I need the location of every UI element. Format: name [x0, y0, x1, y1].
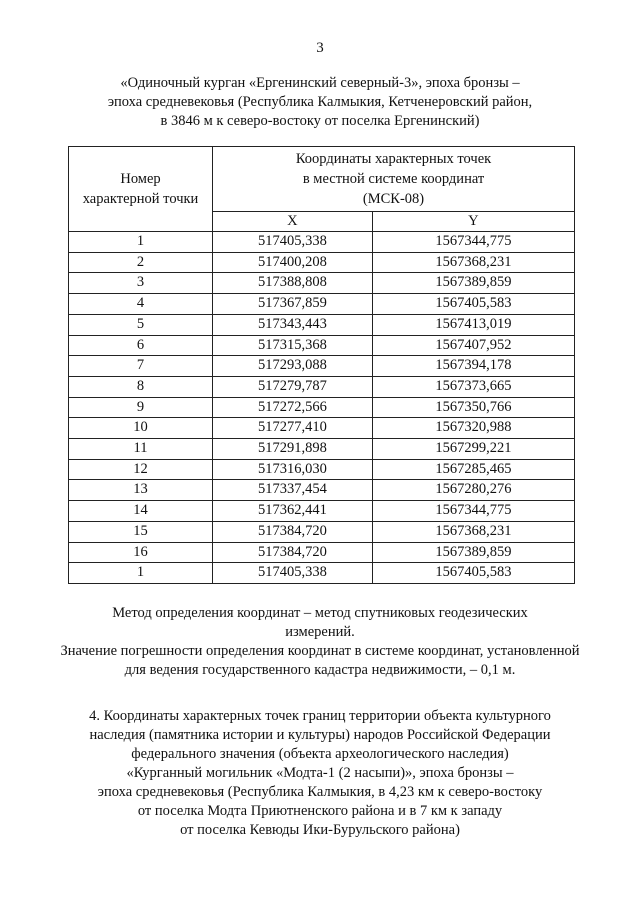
table-row [69, 501, 575, 522]
x-coordinate-cell: 517388,808 [213, 273, 373, 294]
point-number-cell: 12 [69, 459, 213, 480]
note-line: для ведения государственного кадастра недвижимости, – 0,1 м. [124, 662, 516, 678]
x-coordinate-cell: 517384,720 [213, 542, 373, 563]
y-coordinate-cell: 1567344,775 [372, 232, 574, 253]
x-coordinate-cell: 517277,410 [213, 418, 373, 439]
section-heading-line: эпоха средневековья (Республика Калмыкия, в 4,23 км к северо-востоку [97, 784, 543, 800]
table-row [69, 418, 575, 439]
y-coordinate-cell: 1567280,276 [372, 480, 574, 501]
y-coordinate-cell: 1567405,583 [372, 294, 574, 315]
x-coordinate-cell: 517405,338 [213, 563, 373, 584]
y-column-header: Y [372, 212, 574, 232]
point-number-cell: 3 [69, 273, 213, 294]
y-coordinate-cell: 1567368,231 [372, 521, 574, 542]
x-coordinate-cell: 517343,443 [213, 314, 373, 335]
object-title-line: в 3846 м к северо-востоку от поселка Ергенинский) [160, 113, 480, 129]
note-line: Метод определения координат – метод спутниковых геодезических [112, 605, 528, 621]
x-coordinate-cell: 517405,338 [213, 232, 373, 253]
table-row [69, 273, 575, 294]
note-line: Значение погрешности определения координат в системе координат, установленной [60, 643, 580, 659]
section-heading-line: наследия (памятника истории и культуры) народов Российской Федерации [89, 727, 551, 743]
section-heading-line: от поселка Кевюды Ики-Бурульского района) [180, 822, 460, 838]
x-coordinate-cell: 517315,368 [213, 335, 373, 356]
point-number-header-line: характерной точки [82, 191, 199, 207]
y-coordinate-cell: 1567368,231 [372, 252, 574, 273]
coordinates-header-line: Координаты характерных точек [295, 151, 492, 167]
section-heading-line: от поселка Модта Приютненского района и в 7 км к западу [137, 803, 503, 819]
x-coordinate-cell: 517291,898 [213, 439, 373, 460]
point-number-cell: 1 [69, 563, 213, 584]
y-coordinate-cell: 1567373,665 [372, 376, 574, 397]
section-heading-line: «Курганный могильник «Модта-1 (2 насыпи)», эпоха бронзы – [126, 765, 514, 781]
point-number-cell: 16 [69, 542, 213, 563]
point-number-cell: 13 [69, 480, 213, 501]
point-number-cell: 14 [69, 501, 213, 522]
x-coordinate-cell: 517362,441 [213, 501, 373, 522]
y-coordinate-cell: 1567350,766 [372, 397, 574, 418]
x-coordinate-cell: 517400,208 [213, 252, 373, 273]
table-row [69, 294, 575, 315]
method-notes [20, 604, 620, 680]
x-coordinate-cell: 517279,787 [213, 376, 373, 397]
note-line: измерений. [285, 624, 355, 640]
table-row [69, 356, 575, 377]
y-coordinate-cell: 1567299,221 [372, 439, 574, 460]
object-title-line: эпоха средневековья (Республика Калмыкия, Кетченеровский район, [107, 94, 533, 110]
object-title-line: «Одиночный курган «Ергенинский северный-3», эпоха бронзы – [120, 75, 520, 91]
point-number-cell: 7 [69, 356, 213, 377]
coordinates-table [68, 146, 575, 584]
point-number-cell: 4 [69, 294, 213, 315]
x-coordinate-cell: 517293,088 [213, 356, 373, 377]
coordinates-header [213, 147, 575, 212]
x-coordinate-cell: 517367,859 [213, 294, 373, 315]
object-title [40, 74, 600, 131]
y-coordinate-cell: 1567285,465 [372, 459, 574, 480]
y-coordinate-cell: 1567344,775 [372, 501, 574, 522]
y-coordinate-cell: 1567394,178 [372, 356, 574, 377]
table-row [69, 232, 575, 253]
y-coordinate-cell: 1567389,859 [372, 542, 574, 563]
y-coordinate-cell: 1567405,583 [372, 563, 574, 584]
table-row [69, 314, 575, 335]
point-number-cell: 5 [69, 314, 213, 335]
table-row [69, 459, 575, 480]
x-coordinate-cell: 517316,030 [213, 459, 373, 480]
x-column-header: X [213, 212, 373, 232]
table-row [69, 542, 575, 563]
x-coordinate-cell: 517384,720 [213, 521, 373, 542]
point-number-cell: 1 [69, 232, 213, 253]
point-number-cell: 15 [69, 521, 213, 542]
coordinates-table-body [69, 232, 575, 584]
table-row [69, 397, 575, 418]
table-row [69, 376, 575, 397]
section-4-heading [40, 707, 600, 840]
y-coordinate-cell: 1567320,988 [372, 418, 574, 439]
point-number-cell: 10 [69, 418, 213, 439]
x-coordinate-cell: 517337,454 [213, 480, 373, 501]
x-coordinate-cell: 517272,566 [213, 397, 373, 418]
coordinates-header-line: (МСК-08) [362, 191, 425, 207]
point-number-cell: 2 [69, 252, 213, 273]
y-coordinate-cell: 1567413,019 [372, 314, 574, 335]
table-row [69, 521, 575, 542]
point-number-header-line: Номер [120, 171, 161, 187]
table-row [69, 335, 575, 356]
point-number-cell: 6 [69, 335, 213, 356]
point-number-cell: 9 [69, 397, 213, 418]
y-coordinate-cell: 1567389,859 [372, 273, 574, 294]
page-number: 3 [316, 40, 324, 56]
table-row [69, 252, 575, 273]
point-number-cell: 11 [69, 439, 213, 460]
y-coordinate-cell: 1567407,952 [372, 335, 574, 356]
point-number-header [69, 147, 213, 232]
section-heading-line: федерального значения (объекта археологического наследия) [131, 746, 509, 762]
table-row [69, 563, 575, 584]
table-header-row [69, 147, 575, 212]
table-row [69, 439, 575, 460]
point-number-cell: 8 [69, 376, 213, 397]
section-heading-line: 4. Координаты характерных точек границ территории объекта культурного [89, 708, 551, 724]
coordinates-header-line: в местной системе координат [302, 171, 485, 187]
table-row [69, 480, 575, 501]
